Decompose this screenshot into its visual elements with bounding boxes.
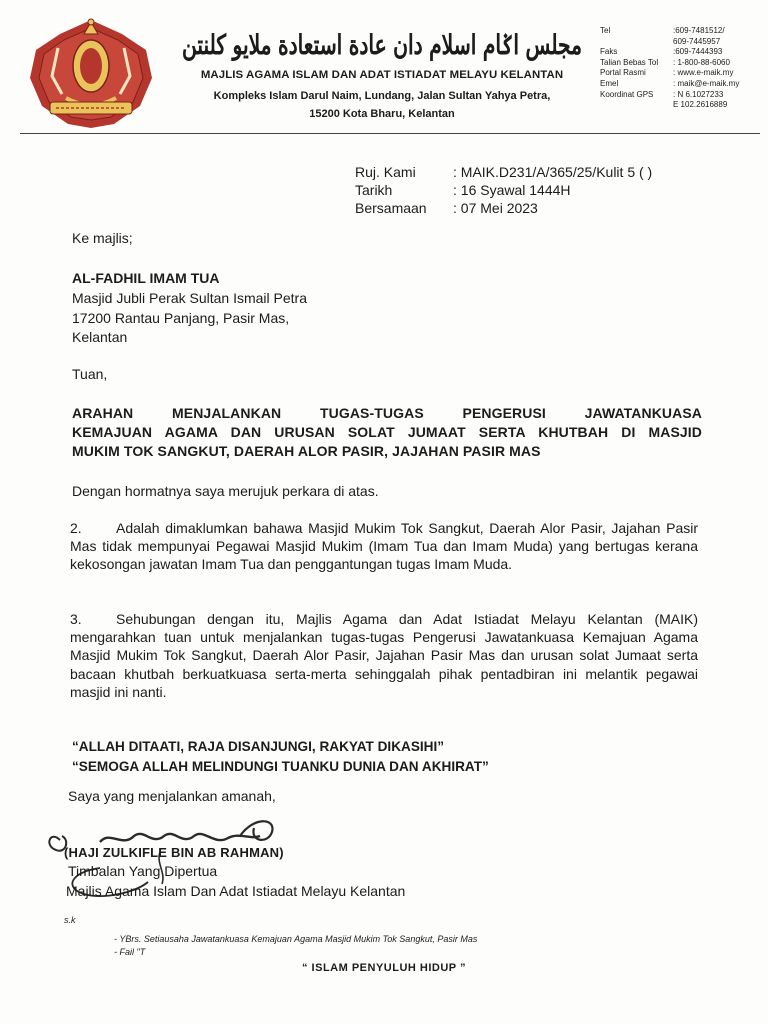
motto-block	[72, 737, 489, 776]
recipient-address	[72, 289, 307, 348]
paragraph-3-number: 3.	[70, 611, 82, 627]
ref-row-ruj: Ruj. Kami : MAIK.D231/A/365/25/Kulit 5 ( )	[355, 164, 653, 180]
cc-list	[114, 933, 477, 958]
contact-row-fax: Faks :609-7444393	[600, 47, 723, 57]
recipient-address-line-1: Masjid Jubli Perak Sultan Ismail Petra	[72, 290, 307, 306]
salutation: Tuan,	[72, 366, 108, 382]
cc-label: s.k	[64, 915, 76, 925]
cc-item-1: - YBrs. Setiausaha Jawatankuasa Kemajuan Agama Masjid Mukim Tok Sangkut, Pasir Mas	[114, 934, 478, 944]
contact-row-tollfree: Talian Bebas Tol : 1-800-88-6060	[600, 57, 730, 67]
subject-line-3: MUKIM TOK SANGKUT, DAERAH ALOR PASIR, JAJAHAN PASIR MAS	[72, 443, 541, 459]
motto-line-2: “SEMOGA ALLAH MELINDUNGI TUANKU DUNIA DAN AKHIRAT”	[72, 758, 489, 774]
ref-row-tarikh: Tarikh : 16 Syawal 1444H	[355, 182, 571, 198]
reference-block	[355, 163, 652, 217]
contact-row-portal: Portal Rasmi : www.e-maik.my	[600, 68, 734, 78]
paragraph-2-text: Adalah dimaklumkan bahawa Masjid Mukim Tok Sangkut, Daerah Alor Pasir, Jajahan Pasir Mas tidak mempunyai Pegawai Masjid Mukim (Imam Tua dan Imam Muda) yang bertugas kerana kekosongan jawatan Imam Tua dan penggantungan tugas Imam Muda.	[70, 520, 698, 573]
paragraph-2-number: 2.	[70, 520, 82, 536]
signatory-name: (HAJI ZULKIFLE BIN AB RAHMAN)	[64, 845, 284, 860]
paragraph-3-text: Sehubungan dengan itu, Majlis Agama dan Adat Istiadat Melayu Kelantan (MAIK) mengarahkan tuan untuk menjalankan tugas-tugas Pengerusi Jawatankuasa Kemajuan Agama Masjid Mukim Tok Sangkut, Daerah Alor Pasir, Jajahan Pasir Mas dan urusan solat Jumaat serta bacaan khutbah berkuatkuasa serta-merta sehinggalah pihak pentadbiran ini melantik pegawai masjid ini nanti.	[70, 611, 698, 700]
arabic-calligraphy-graphic	[176, 18, 588, 68]
contact-row-tel: Tel :609-7481512/	[600, 26, 725, 35]
maik-crest-logo	[22, 14, 160, 132]
address-line-1: Kompleks Islam Darul Naim, Lundang, Jalan Sultan Yahya Petra,	[213, 90, 551, 102]
contact-row-tel2: 609-7445957	[673, 36, 721, 46]
arabic-org-name	[176, 18, 588, 68]
arabic-name-outline: مجلس اݢام اسلام دان عادة استعادة ملايو كلنتن	[182, 30, 582, 61]
contact-row-email: Emel : maik@e-maik.my	[600, 78, 740, 88]
subject-heading	[72, 404, 702, 461]
address-line-2: 15200 Kota Bharu, Kelantan	[309, 108, 455, 120]
subject-line-1: ARAHAN MENJALANKAN TUGAS-TUGAS PENGERUSI JAWATANKUASA	[72, 405, 702, 421]
paragraph-2	[70, 519, 698, 574]
signatory-title: Timbalan Yang Dipertua	[68, 863, 218, 879]
recipient-address-line-3: Kelantan	[72, 329, 128, 346]
header-divider	[20, 133, 760, 134]
contact-row-gps: Koordinat GPS : N 6.1027233	[600, 89, 724, 99]
paragraph-3	[70, 610, 698, 701]
to-label: Ke majlis;	[72, 230, 133, 246]
cc-item-2: - Fail "T	[114, 946, 146, 957]
ref-row-bersamaan: Bersamaan : 07 Mei 2023	[355, 200, 538, 216]
recipient-address-line-2: 17200 Rantau Panjang, Pasir Mas,	[72, 309, 290, 326]
motto-line-1: “ALLAH DITAATI, RAJA DISANJUNGI, RAKYAT DIKASIHI”	[72, 739, 445, 754]
org-address	[176, 87, 588, 123]
arabic-name-text: مجلس اݢام اسلام دان عادة استعادة ملايو كلنتن	[182, 30, 582, 61]
opening-line: Dengan hormatnya saya merujuk perkara di atas.	[72, 483, 379, 499]
closing-line: Saya yang menjalankan amanah,	[68, 788, 276, 804]
signatory-organization: Majlis Agama Islam Dan Adat Istiadat Melayu Kelantan	[66, 883, 406, 899]
recipient-name: AL-FADHIL IMAM TUA	[72, 270, 220, 286]
org-name: MAJLIS AGAMA ISLAM DAN ADAT ISTIADAT MELAYU KELANTAN	[200, 69, 564, 81]
contact-row-gps2: E 102.2616889	[673, 100, 728, 110]
subject-line-2: KEMAJUAN AGAMA DAN URUSAN SOLAT JUMAAT SERTA KHUTBAH DI MASJID	[72, 424, 702, 440]
contact-block	[600, 26, 739, 111]
footer-slogan: “ ISLAM PENYULUH HIDUP ”	[302, 962, 466, 974]
